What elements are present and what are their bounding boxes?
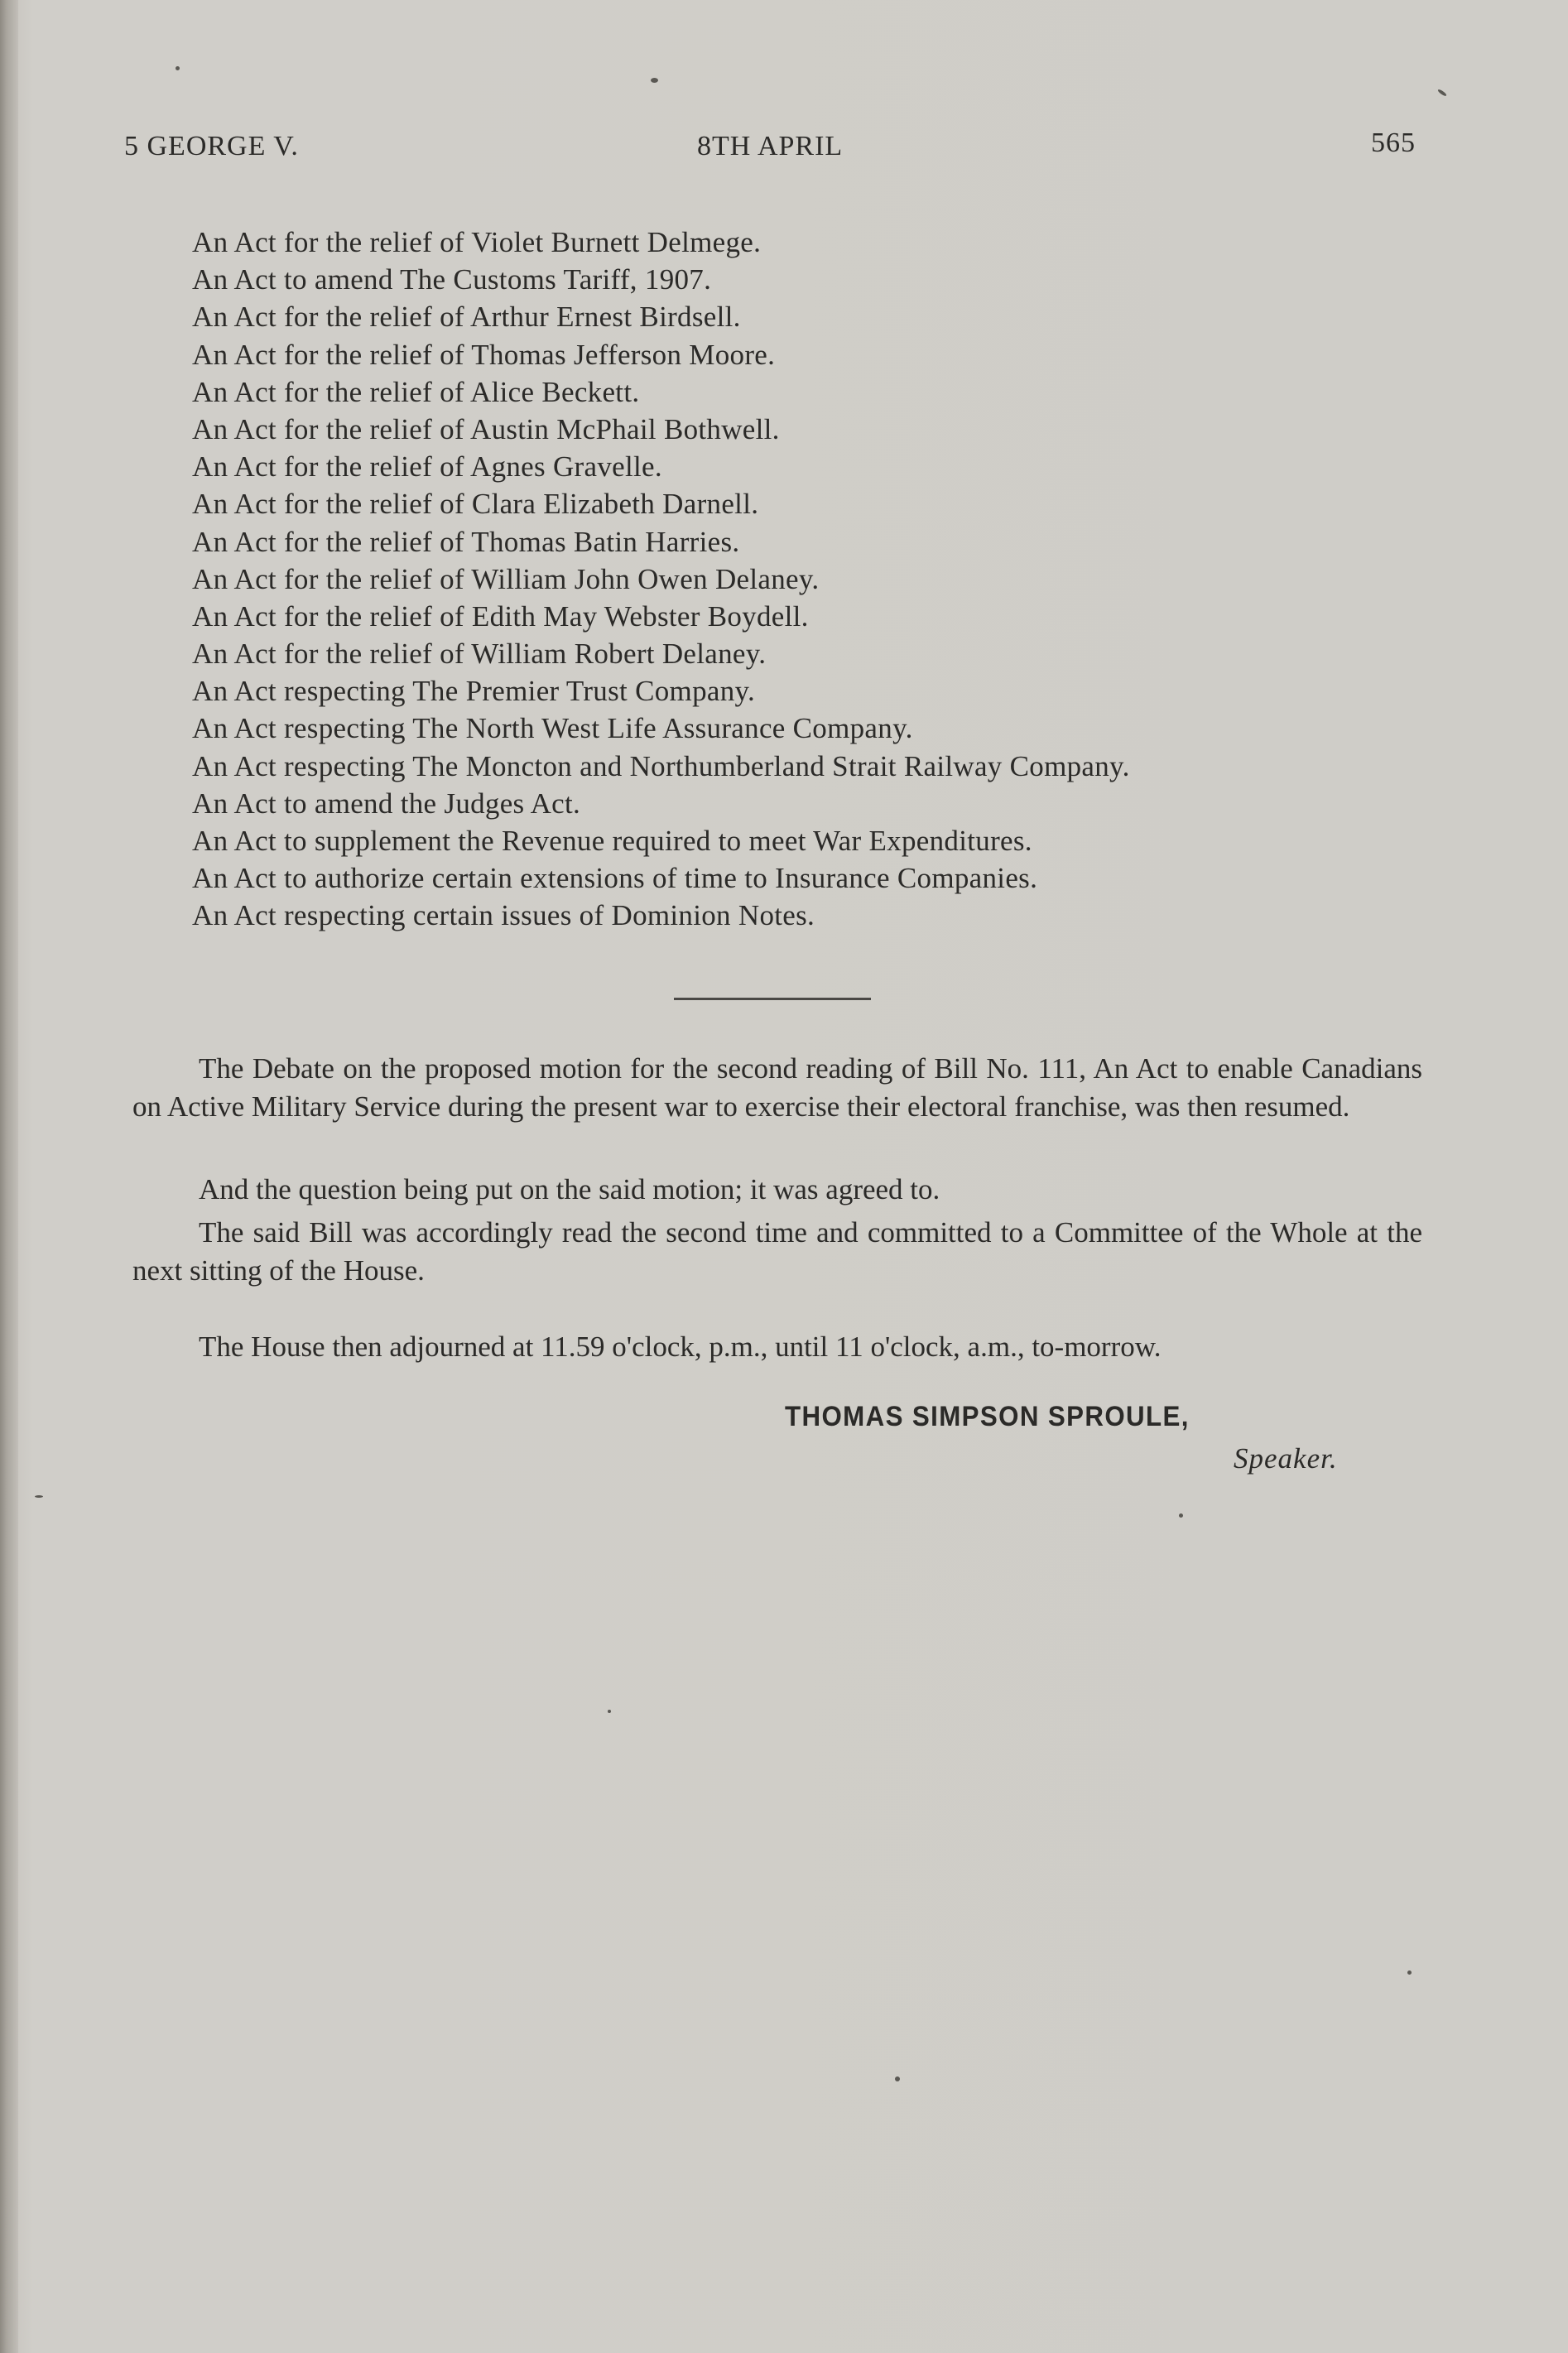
adjournment-paragraph: The House then adjourned at 11.59 o'clock, p.m., until 11 o'clock, a.m., to-morrow. bbox=[199, 1330, 1162, 1363]
act-item: An Act to supplement the Revenue required to meet War Expenditures. bbox=[192, 825, 1032, 857]
act-item: An Act for the relief of Thomas Batin Harries. bbox=[192, 525, 740, 558]
question-paragraph: And the question being put on the said motion; it was agreed to. bbox=[199, 1173, 940, 1205]
page-number: 565 bbox=[1371, 128, 1416, 158]
paper-speck bbox=[651, 78, 658, 83]
paper-speck bbox=[1407, 1970, 1412, 1975]
act-item: An Act for the relief of Agnes Gravelle. bbox=[192, 450, 662, 484]
page-header bbox=[124, 128, 1416, 172]
act-item: An Act respecting certain issues of Dominion Notes. bbox=[192, 899, 815, 932]
act-item: An Act to authorize certain extensions of time to Insurance Companies. bbox=[192, 862, 1038, 895]
speaker-title: Speaker. bbox=[1234, 1442, 1338, 1475]
debate-paragraph: The Debate on the proposed motion for the second reading of Bill No. 111, An Act to enable Canadians on Active Military Service during the present war to exercise their electoral franchise, was then resumed. bbox=[132, 1052, 1422, 1123]
act-item: An Act respecting The North West Life Assurance Company. bbox=[192, 712, 913, 745]
act-item: An Act for the relief of Austin McPhail Bothwell. bbox=[192, 412, 780, 445]
act-item: An Act to amend The Customs Tariff, 1907. bbox=[192, 263, 712, 296]
paper-speck bbox=[35, 1495, 43, 1498]
act-item: An Act for the relief of Thomas Jefferson Moore. bbox=[192, 338, 776, 371]
paper-speck bbox=[895, 2076, 900, 2081]
act-item: An Act for the relief of Edith May Webster Boydell. bbox=[192, 599, 809, 633]
act-item: An Act for the relief of Clara Elizabeth Darnell. bbox=[192, 488, 759, 521]
act-item: An Act for the relief of Alice Beckett. bbox=[192, 375, 640, 408]
act-item: An Act for the relief of Arthur Ernest Birdsell. bbox=[192, 301, 741, 334]
committed-paragraph: The said Bill was accordingly read the second time and committed to a Committee of the Whole at the next sitting of the House. bbox=[132, 1216, 1422, 1287]
paper-speck bbox=[608, 1710, 611, 1713]
session-label: 5 GEORGE V. bbox=[124, 131, 299, 161]
act-item: An Act respecting The Moncton and Northumberland Strait Railway Company. bbox=[192, 749, 1130, 782]
act-item: An Act respecting The Premier Trust Company. bbox=[192, 675, 756, 708]
section-divider bbox=[674, 998, 871, 1000]
acts-list bbox=[192, 224, 1434, 935]
binding-edge bbox=[0, 0, 18, 2353]
speaker-name: THOMAS SIMPSON SPROULE, bbox=[785, 1401, 1190, 1432]
paper-speck bbox=[1437, 89, 1447, 97]
act-item: An Act to amend the Judges Act. bbox=[192, 787, 581, 820]
act-item: An Act for the relief of William John Owen Delaney. bbox=[192, 562, 820, 595]
act-item: An Act for the relief of William Robert Delaney. bbox=[192, 638, 767, 671]
paper-speck bbox=[1179, 1513, 1183, 1518]
date-label: 8TH APRIL bbox=[697, 131, 844, 161]
act-item: An Act for the relief of Violet Burnett Delmege. bbox=[192, 226, 762, 258]
paper-speck bbox=[176, 66, 180, 70]
